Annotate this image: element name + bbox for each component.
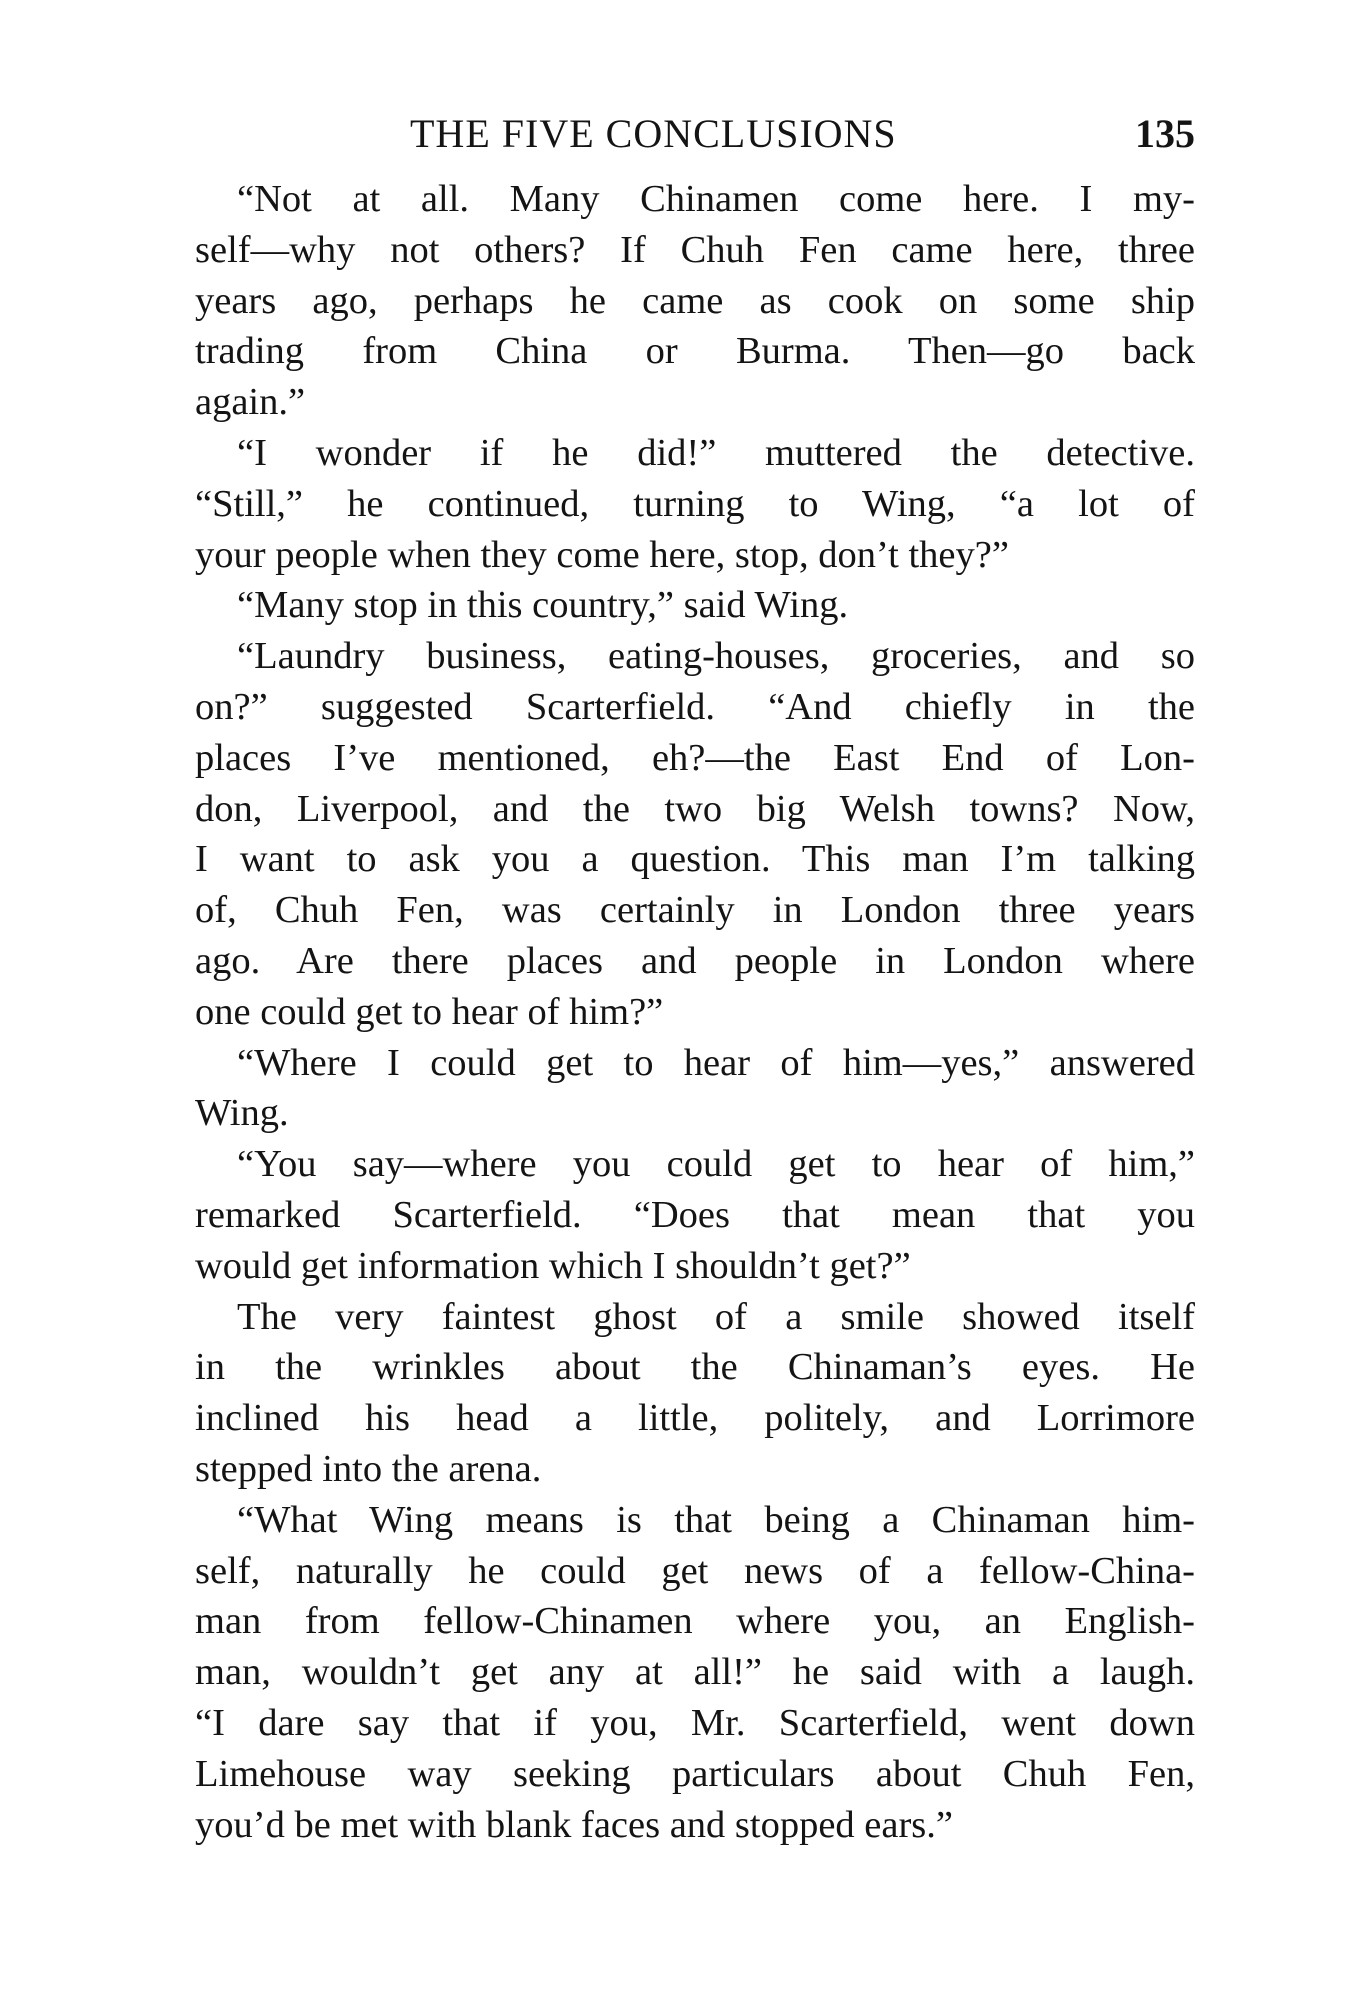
text-line: “Still,” he continued, turning to Wing, “a lot of bbox=[195, 482, 1195, 525]
text-line: again.” bbox=[195, 381, 306, 424]
text-line: one could get to hear of him?” bbox=[195, 990, 664, 1033]
text-line: ago. Are there places and people in London where bbox=[195, 939, 1195, 982]
paragraph bbox=[195, 1038, 1195, 1140]
text-line: would get information which I shouldn’t get?” bbox=[195, 1244, 911, 1287]
text-line: “Laundry business, eating-houses, groceries, and so bbox=[237, 635, 1195, 678]
text-line: years ago, perhaps he came as cook on some ship bbox=[195, 279, 1195, 322]
text-line: you’d be met with blank faces and stopped ears.” bbox=[195, 1803, 953, 1846]
paragraph bbox=[195, 174, 1195, 428]
paragraph bbox=[195, 631, 1195, 1037]
text-line: “Not at all. Many Chinamen come here. I my- bbox=[237, 178, 1195, 220]
body-text bbox=[195, 174, 1195, 1850]
paragraph bbox=[195, 1495, 1195, 1851]
running-title: THE FIVE CONCLUSIONS bbox=[410, 111, 897, 156]
text-line: inclined his head a little, politely, and Lorrimore bbox=[195, 1397, 1195, 1440]
text-line: remarked Scarterfield. “Does that mean that you bbox=[195, 1193, 1195, 1236]
text-line: Limehouse way seeking particulars about Chuh Fen, bbox=[195, 1752, 1195, 1795]
text-line: of, Chuh Fen, was certainly in London three years bbox=[195, 889, 1195, 932]
text-line: The very faintest ghost of a smile showed itself bbox=[237, 1295, 1195, 1338]
text-line: on?” suggested Scarterfield. “And chiefly in the bbox=[195, 685, 1195, 728]
paragraph bbox=[195, 1292, 1195, 1495]
text-line: stepped into the arena. bbox=[195, 1447, 542, 1490]
page-header bbox=[195, 104, 1195, 164]
text-line: don, Liverpool, and the two big Welsh towns? Now, bbox=[195, 787, 1195, 830]
paragraph bbox=[195, 428, 1195, 580]
text-line: in the wrinkles about the Chinaman’s eyes. He bbox=[195, 1346, 1195, 1389]
text-line: your people when they come here, stop, don’t they?” bbox=[195, 533, 1009, 576]
text-line: “I wonder if he did!” muttered the detective. bbox=[237, 431, 1195, 474]
page-number: 135 bbox=[1135, 111, 1195, 156]
paragraph bbox=[195, 580, 1195, 631]
text-line: places I’ve mentioned, eh?—the East End of Lon- bbox=[195, 736, 1195, 779]
text-line: “Where I could get to hear of him—yes,” answered bbox=[237, 1041, 1195, 1084]
text-line: self—why not others? If Chuh Fen came here, three bbox=[195, 228, 1195, 271]
paragraph bbox=[195, 1139, 1195, 1291]
text-line: trading from China or Burma. Then—go back bbox=[195, 330, 1195, 373]
text-line: man from fellow-Chinamen where you, an English- bbox=[195, 1600, 1195, 1643]
text-line: man, wouldn’t get any at all!” he said with a laugh. bbox=[195, 1651, 1195, 1694]
text-line: “I dare say that if you, Mr. Scarterfield, went down bbox=[195, 1701, 1195, 1744]
text-line: I want to ask you a question. This man I’m talking bbox=[195, 838, 1195, 881]
text-line: “You say—where you could get to hear of him,” bbox=[237, 1143, 1195, 1186]
text-line: “What Wing means is that being a Chinaman him- bbox=[237, 1498, 1195, 1541]
text-line: “Many stop in this country,” said Wing. bbox=[237, 584, 849, 627]
text-line: self, naturally he could get news of a fellow-China- bbox=[195, 1549, 1195, 1592]
text-line: Wing. bbox=[195, 1092, 289, 1135]
